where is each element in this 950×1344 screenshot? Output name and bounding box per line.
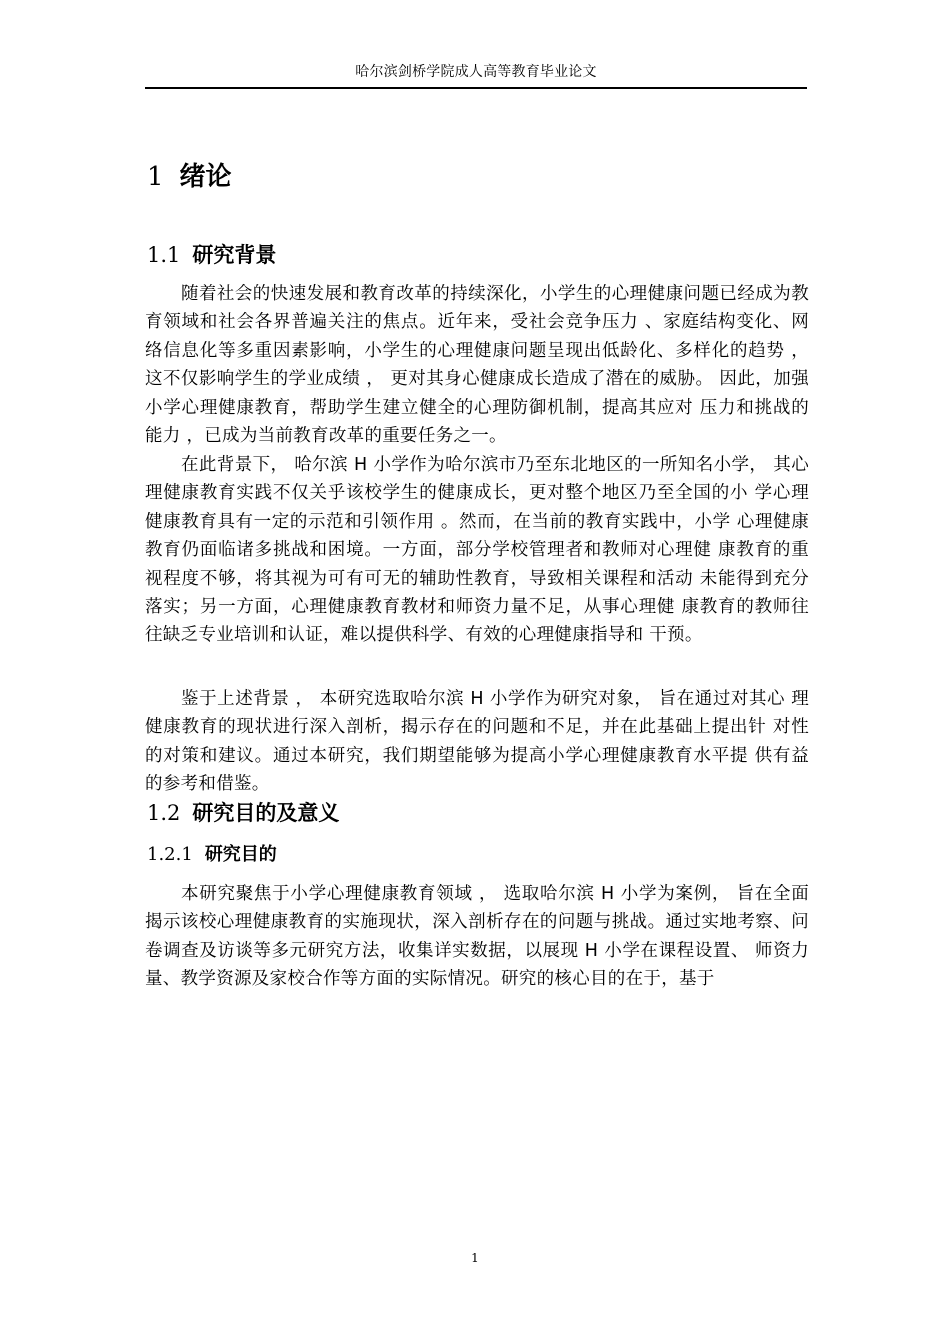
page-number: 1	[471, 1251, 479, 1265]
section-number: 1.1	[147, 243, 181, 267]
section-title: 研究背景	[192, 243, 277, 267]
body-paragraph: 鉴于上述背景 ， 本研究选取哈尔滨 H 小学作为研究对象， 旨在通过对其心 理健康教育的现状进行深入剖析，揭示存在的问题和不足，并在此基础上提出针 对性的对策和建议。通过本研究，我们期望能够为提高小学心理健康教育水平提 供有益的参考和借鉴。	[145, 689, 809, 795]
chapter-number: 1	[147, 162, 164, 192]
body-paragraph: 随着社会的快速发展和教育改革的持续深化，小学生的心理健康问题已经成为教育领域和社会各界普遍关注的焦点。近年来，受社会竞争压力 、家庭结构变化、网络信息化等多重因素影响，小学生的心理健康问题呈现出低龄化、多样化的趋势 ， 这不仅影响学生的学业成绩 ， 更对其身心健康成长造成了潜在的威胁。 因此，加强小学心理健康教育，帮助学生建立健全的心理防御机制，提高其应对 压力和挑战的能力 ，已成为当前教育改革的重要任务之一。	[145, 284, 809, 447]
section-title: 研究目的及意义	[192, 801, 340, 825]
chapter-title: 绪论	[179, 162, 232, 192]
section-heading-1-1	[147, 240, 276, 270]
body-paragraph: 在此背景下， 哈尔滨 H 小学作为哈尔滨市乃至东北地区的一所知名小学， 其心理健康教育实践不仅关乎该校学生的健康成长，更对整个地区乃至全国的小 学心理健康教育具有一定的示范和引领作用 。然而，在当前的教育实践中，小学 心理健康教育仍面临诸多挑战和困境。一方面，部分学校管理者和教师对心理健 康教育的重视程度不够，将其视为可有可无的辅助性教育，导致相关课程和活动 未能得到充分落实；另一方面，心理健康教育教材和师资力量不足，从事心理健 康教育的教师往往缺乏专业培训和认证，难以提供科学、有效的心理健康指导和 干预。	[145, 455, 809, 646]
body-paragraph: 本研究聚焦于小学心理健康教育领域 ， 选取哈尔滨 H 小学为案例， 旨在全面揭示该校心理健康教育的实施现状，深入剖析存在的问题与挑战。通过实地考察、问卷调查及访谈等多元研究方法，收集详实数据，以展现 H 小学在课程设置、 师资力量、教学资源及家校合作等方面的实际情况。研究的核心目的在于，基于	[145, 884, 809, 990]
chapter-heading	[147, 160, 232, 194]
header-rule	[145, 87, 807, 89]
page-header: 哈尔滨剑桥学院成人高等教育毕业论文	[355, 64, 597, 80]
subsection-title: 研究目的	[204, 844, 277, 865]
section-number: 1.2	[147, 801, 181, 825]
subsection-number: 1.2.1	[147, 844, 193, 865]
subsection-heading-1-2-1	[147, 842, 277, 868]
section-heading-1-2	[147, 798, 339, 828]
